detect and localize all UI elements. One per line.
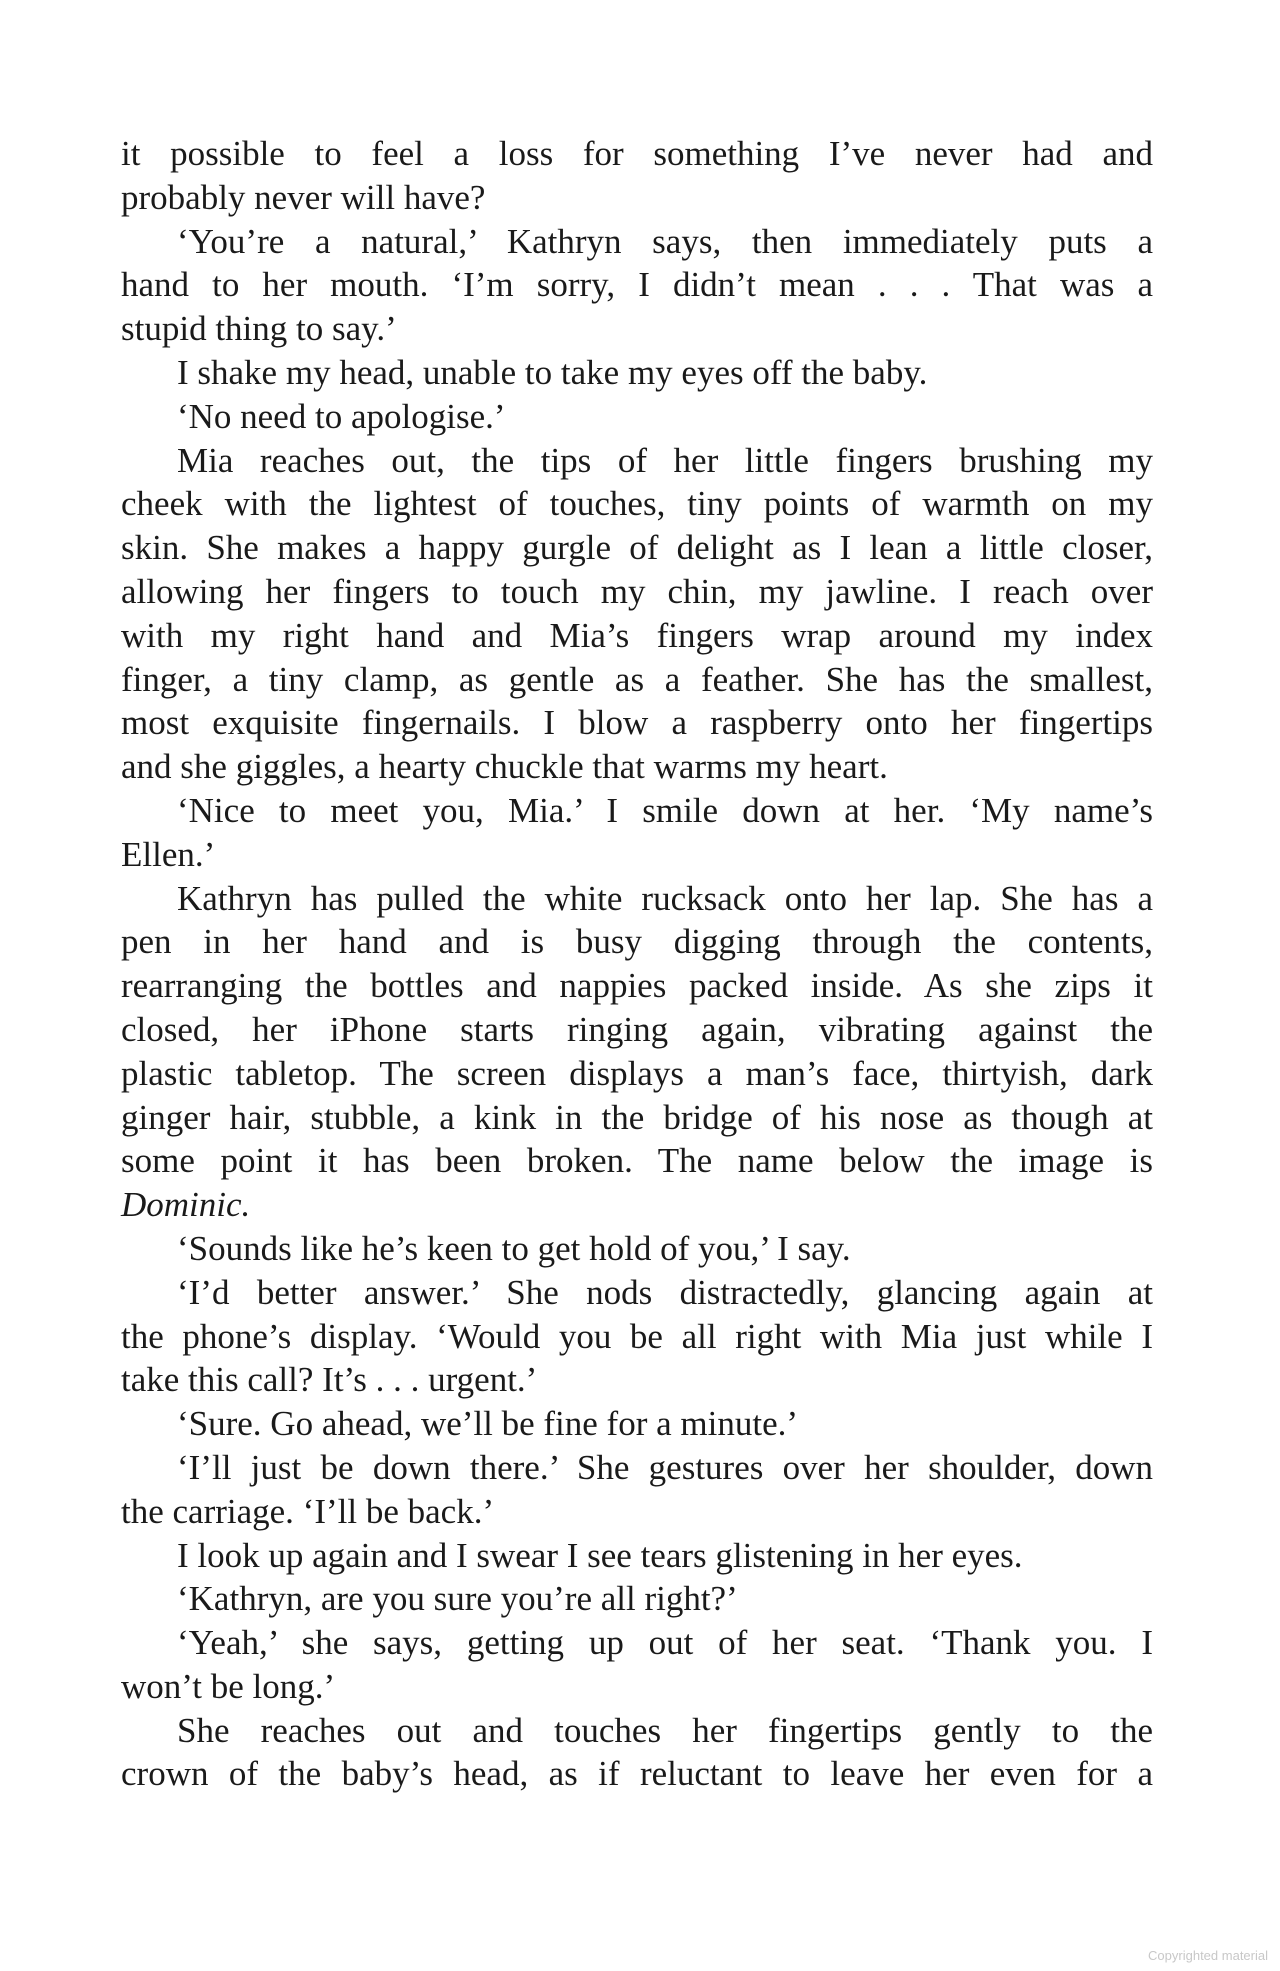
text-line: I look up again and I swear I see tears glistening in her eyes.: [177, 1535, 1023, 1575]
text-line: the phone’s display. ‘Would you be all right with Mia just while I: [121, 1316, 1153, 1356]
paragraph: [121, 789, 1153, 877]
copyright-watermark: Copyrighted material: [1148, 1948, 1268, 1963]
paragraph: [121, 1709, 1153, 1797]
text-line: cheek with the lightest of touches, tiny points of warmth on my: [121, 484, 1153, 524]
text-line: I shake my head, unable to take my eyes off the baby.: [177, 352, 928, 392]
text-line: it possible to feel a loss for something I’ve never had and: [121, 134, 1153, 173]
paragraph: [121, 1227, 1153, 1271]
text-line: rearranging the bottles and nappies packed inside. As she zips it: [121, 966, 1153, 1006]
text-line: Kathryn has pulled the white rucksack onto her lap. She has a: [177, 878, 1153, 918]
text-line: ‘Yeah,’ she says, getting up out of her seat. ‘Thank you. I: [177, 1623, 1153, 1663]
text-line: pen in her hand and is busy digging through the contents,: [121, 922, 1153, 962]
text-line: most exquisite fingernails. I blow a raspberry onto her fingertips: [121, 703, 1153, 743]
text-line: ‘Kathryn, are you sure you’re all right?’: [177, 1579, 738, 1619]
text-line: take this call? It’s . . . urgent.’: [121, 1360, 538, 1400]
text-line: closed, her iPhone starts ringing again, vibrating against the: [121, 1009, 1153, 1049]
paragraph: [121, 395, 1153, 439]
text-line: stupid thing to say.’: [121, 309, 397, 349]
text-line: ‘I’ll just be down there.’ She gestures over her shoulder, down: [177, 1447, 1153, 1487]
paragraph: [121, 351, 1153, 395]
text-line: ‘No need to apologise.’: [177, 396, 506, 436]
text-line: ‘Nice to meet you, Mia.’ I smile down at her. ‘My name’s: [177, 790, 1153, 830]
text-line: She reaches out and touches her fingertips gently to the: [177, 1710, 1153, 1750]
italic-name-line: Dominic.: [121, 1185, 251, 1225]
text-line: with my right hand and Mia’s fingers wrap around my index: [121, 615, 1153, 655]
text-line: Ellen.’: [121, 834, 216, 874]
paragraph: [121, 1271, 1153, 1402]
text-line: some point it has been broken. The name below the image is: [121, 1141, 1153, 1181]
text-line: allowing her fingers to touch my chin, my jawline. I reach over: [121, 571, 1153, 611]
paragraph: [121, 877, 1153, 1227]
text-line: ginger hair, stubble, a kink in the bridge of his nose as though at: [121, 1097, 1153, 1137]
paragraph: [121, 1446, 1153, 1534]
text-line: plastic tabletop. The screen displays a man’s face, thirtyish, dark: [121, 1053, 1153, 1093]
text-line: won’t be long.’: [121, 1666, 336, 1706]
paragraph: [121, 439, 1153, 789]
book-page-body: [121, 132, 1153, 1796]
text-line: ‘Sure. Go ahead, we’ll be fine for a minute.’: [177, 1404, 799, 1444]
text-line: ‘Sounds like he’s keen to get hold of you,’ I say.: [177, 1228, 851, 1268]
text-line: finger, a tiny clamp, as gentle as a feather. She has the smallest,: [121, 659, 1153, 699]
text-line: skin. She makes a happy gurgle of delight as I lean a little closer,: [121, 528, 1153, 568]
text-line: ‘I’d better answer.’ She nods distractedly, glancing again at: [177, 1272, 1153, 1312]
text-line: Mia reaches out, the tips of her little fingers brushing my: [177, 440, 1153, 480]
text-line: ‘You’re a natural,’ Kathryn says, then immediately puts a: [177, 221, 1153, 261]
text-line: probably never will have?: [121, 177, 486, 217]
paragraph: [121, 1402, 1153, 1446]
text-line: hand to her mouth. ‘I’m sorry, I didn’t mean . . . That was a: [121, 265, 1153, 305]
paragraph: [121, 1577, 1153, 1621]
paragraph: [121, 220, 1153, 351]
text-line: crown of the baby’s head, as if reluctant to leave her even for a: [121, 1754, 1153, 1794]
text-line: the carriage. ‘I’ll be back.’: [121, 1491, 495, 1531]
paragraph: [121, 132, 1153, 220]
text-line: and she giggles, a hearty chuckle that warms my heart.: [121, 747, 888, 787]
paragraph: [121, 1534, 1153, 1578]
paragraph: [121, 1621, 1153, 1709]
